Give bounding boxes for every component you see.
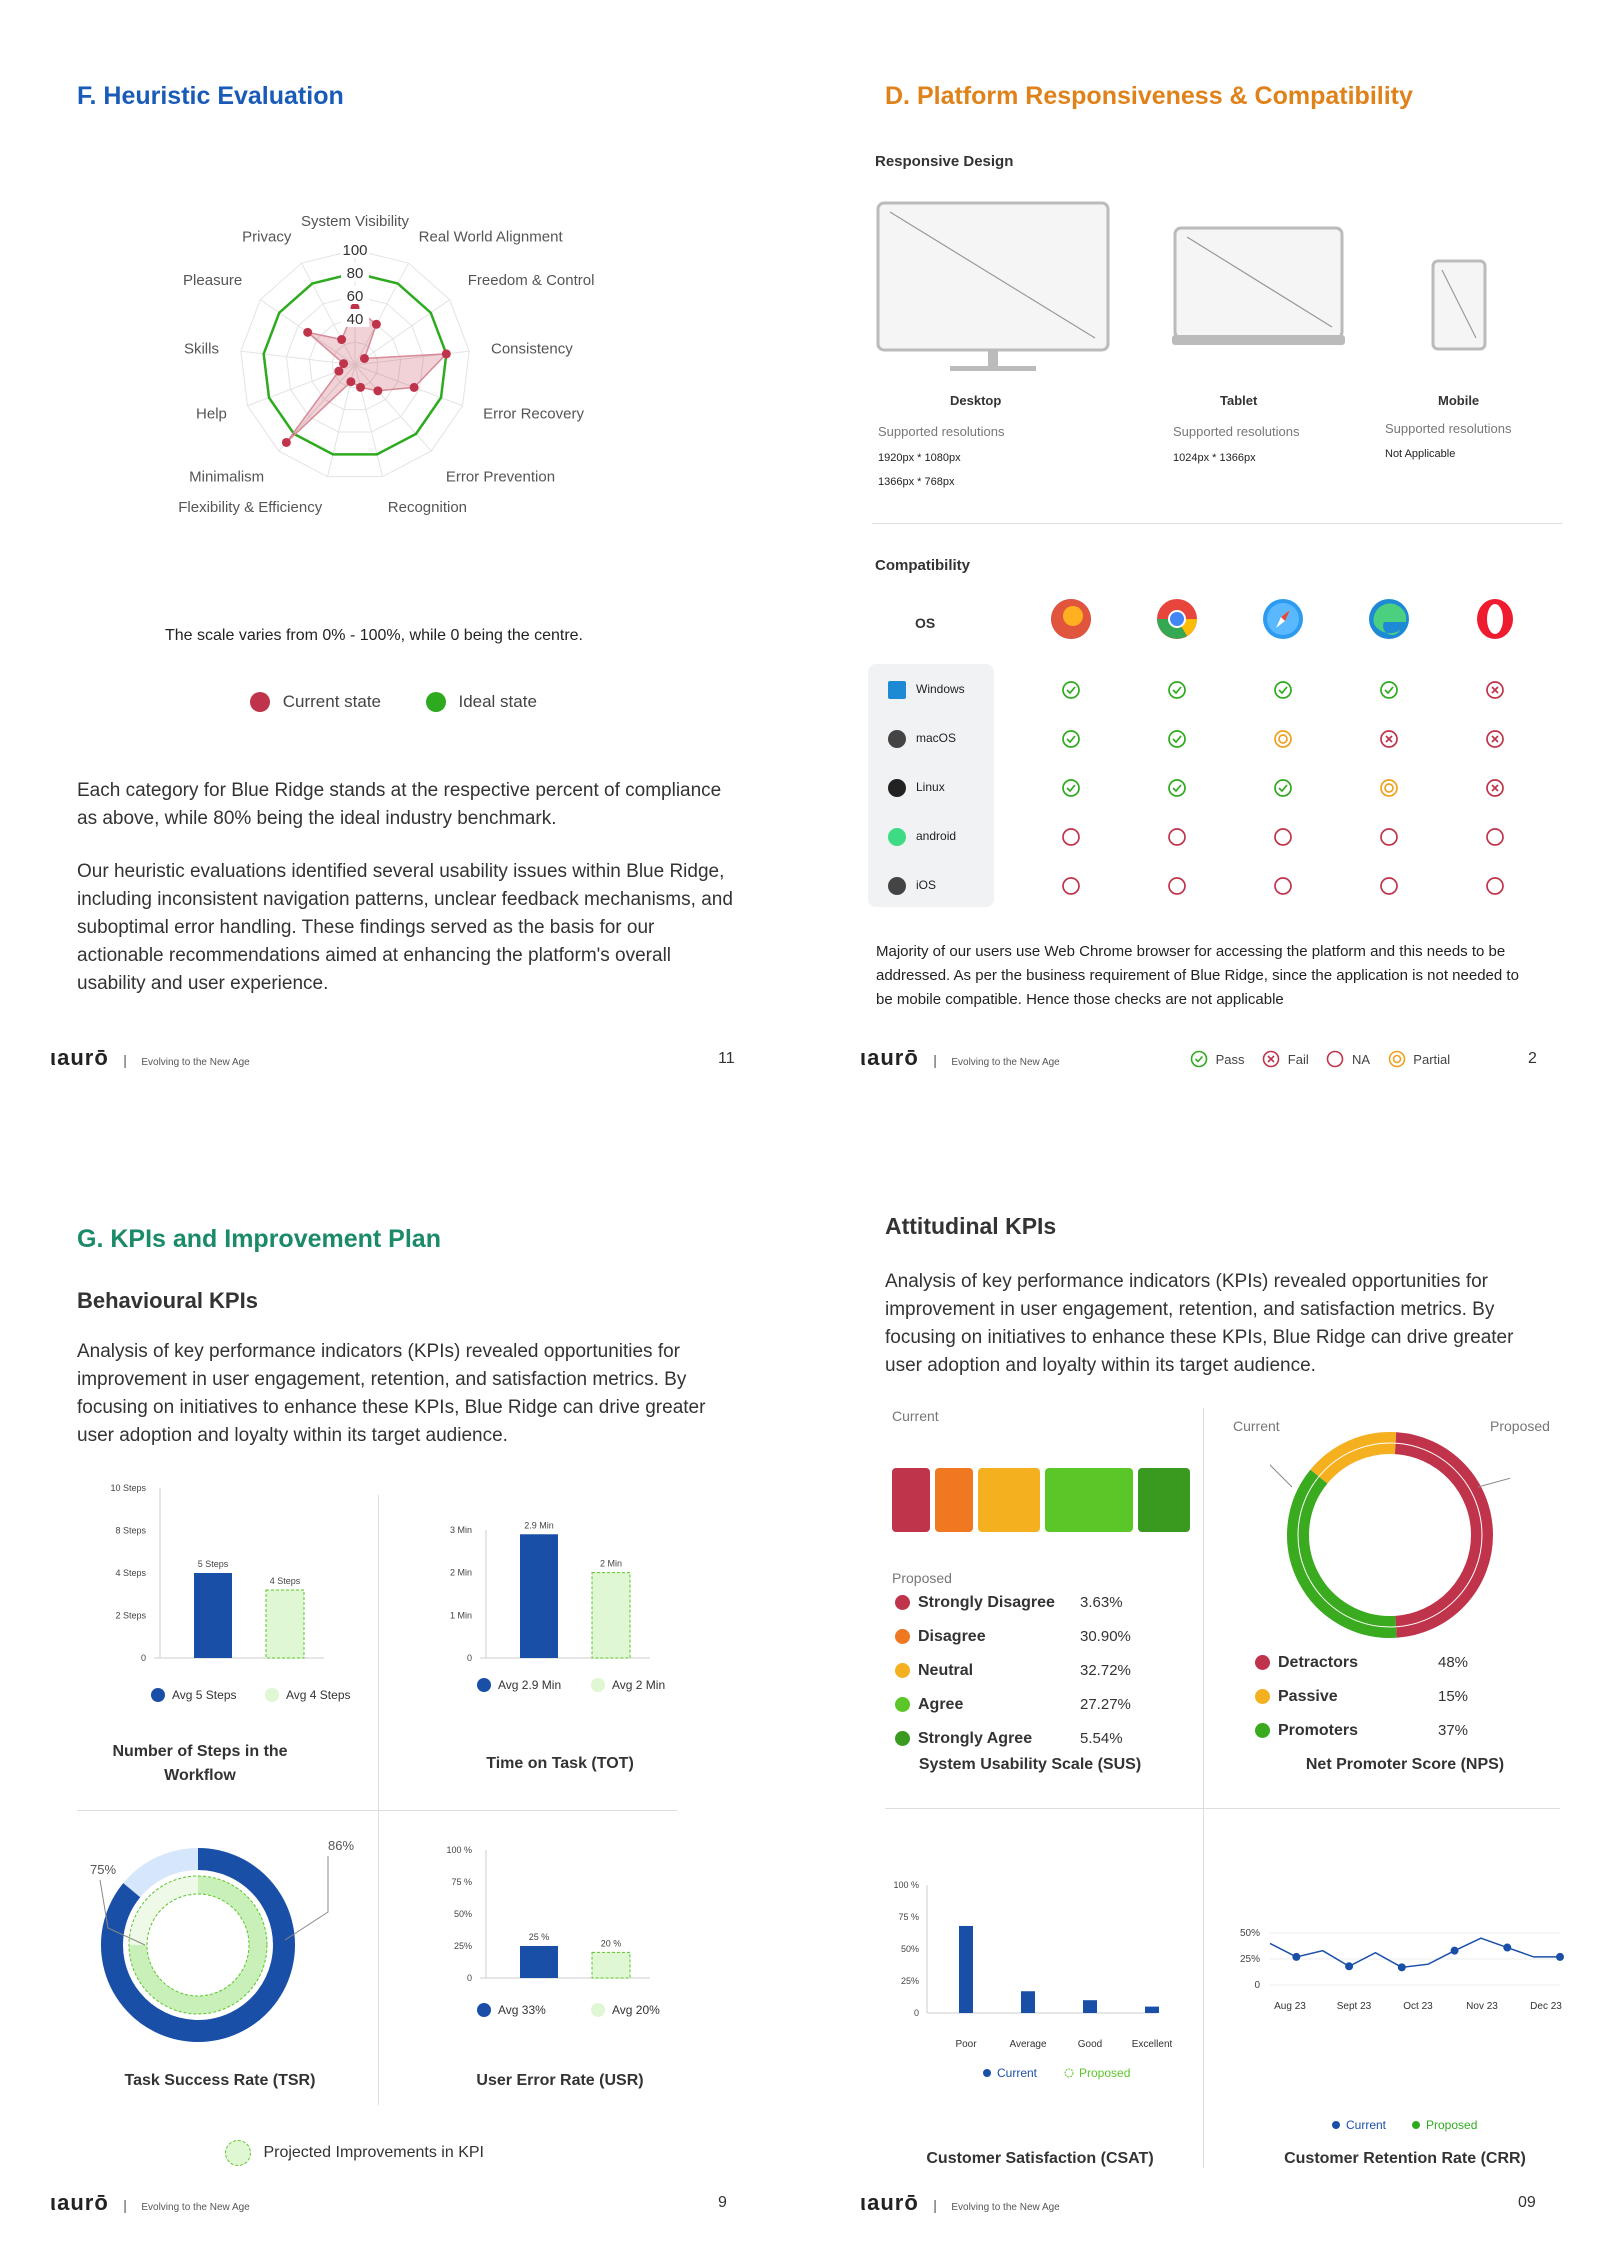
crr-point xyxy=(1451,1947,1459,1955)
nps-legend-marker xyxy=(1255,1689,1270,1704)
projected-marker xyxy=(225,2140,251,2166)
radar-ring-label: 60 xyxy=(346,288,364,305)
brand-logo: ιaurō xyxy=(860,1045,919,1070)
heuristic-legend xyxy=(250,691,537,712)
csat-bar xyxy=(1145,2007,1159,2013)
footer-tagline: Evolving to the New Age xyxy=(141,1057,250,1068)
csat-category-label: Poor xyxy=(955,2039,977,2050)
device-tablet-res-1: 1024px * 1366px xyxy=(1173,452,1256,464)
os-name-linux: Linux xyxy=(916,780,945,794)
radar-ring-label: 80 xyxy=(346,265,364,282)
current-state-point xyxy=(303,328,312,337)
attitudinal-title: Attitudinal KPIs xyxy=(885,1213,1057,1239)
csat-caption: Customer Satisfaction (CSAT) xyxy=(926,2150,1154,2167)
sus-item-value: 30.90% xyxy=(1080,1628,1131,1645)
y-tick-label: 100 % xyxy=(893,1880,919,1890)
y-tick-label: 3 Min xyxy=(449,1525,472,1535)
sus-legend-marker xyxy=(895,1629,910,1644)
y-tick-label: 0 xyxy=(1254,1980,1260,1991)
y-tick-label: 25% xyxy=(1239,1954,1260,1965)
os-name-macos: macOS xyxy=(916,731,957,745)
nps-item-value: 15% xyxy=(1438,1688,1469,1705)
behavioural-heading: Behavioural KPIs xyxy=(77,1288,258,1313)
y-tick-label: 25% xyxy=(453,1941,472,1951)
partial-icon xyxy=(1379,778,1399,798)
y-tick-label: 0 xyxy=(140,1653,146,1663)
sus-item-name: Agree xyxy=(918,1696,964,1713)
projected-legend-label: Projected Improvements in KPI xyxy=(263,2144,484,2161)
legend-fail: Fail xyxy=(1287,1051,1309,1067)
csat-bar xyxy=(959,1926,973,2013)
sus-item-value: 5.54% xyxy=(1080,1730,1123,1747)
brand-logo: ιaurō xyxy=(860,2190,919,2215)
pass-icon xyxy=(1273,778,1293,798)
radar-axis-label: Error Recovery xyxy=(483,405,584,423)
footer-separator: | xyxy=(123,2197,127,2213)
current-state-point xyxy=(442,349,451,358)
sus-item-value: 27.27% xyxy=(1080,1696,1131,1713)
attitudinal-intro: Analysis of key performance indicators (KPIs) revealed opportunities for improvement in user engagement, retention, and satisfaction metrics. By focusing on initiatives to enhance these KPIs, Blue Ridge can drive greater user adoption and loyalty within its target audience. xyxy=(885,1271,1514,1376)
brand-logo: ιaurō xyxy=(50,2190,109,2215)
fail-icon xyxy=(1485,778,1505,798)
legend-projected-label: Avg 4 Steps xyxy=(286,1688,351,1702)
legend-current-label: Avg 5 Steps xyxy=(172,1688,237,1702)
pass-icon xyxy=(1190,1050,1208,1068)
current-state-point xyxy=(346,377,355,386)
na-icon xyxy=(1379,876,1399,896)
y-tick-label: 50% xyxy=(900,1944,919,1954)
csat-category-label: Average xyxy=(1009,2039,1047,2050)
nps-donut-chart xyxy=(1270,1415,1510,1655)
legend-na: NA xyxy=(1351,1051,1371,1067)
sus-item-value: 3.63% xyxy=(1080,1594,1123,1611)
csat-category-label: Good xyxy=(1077,2039,1103,2050)
nps-arc-detractors xyxy=(1396,1443,1482,1627)
kpi-divider-v xyxy=(378,1495,379,2105)
nps-proposed-label: Proposed xyxy=(1490,1418,1550,1434)
footer-tagline: Evolving to the New Age xyxy=(951,1057,1060,1068)
sus-item-value: 32.72% xyxy=(1080,1662,1131,1679)
na-icon xyxy=(1061,876,1081,896)
apple-icon xyxy=(888,730,906,748)
legend-current-label: Current xyxy=(1346,2118,1387,2132)
linux-icon xyxy=(888,779,906,797)
nps-item-value: 48% xyxy=(1438,1654,1469,1671)
legend-proposed-label: Proposed xyxy=(1079,2066,1131,2080)
os-name-ios: iOS xyxy=(916,878,937,892)
sus-caption: System Usability Scale (SUS) xyxy=(918,1756,1142,1773)
page-number: 2 xyxy=(1528,1050,1537,1067)
crr-category-label: Oct 23 xyxy=(1403,2001,1433,2012)
crr-category-label: Dec 23 xyxy=(1530,2001,1562,2012)
y-tick-label: 25% xyxy=(900,1976,919,1986)
opera-icon xyxy=(1472,596,1518,642)
heuristic-para-1: Each category for Blue Ridge stands at the respective percent of compliance as above, while 80% being the ideal industry benchmark. xyxy=(77,780,722,829)
legend-partial: Partial xyxy=(1413,1051,1451,1067)
device-mobile-sub: Supported resolutions xyxy=(1385,421,1512,436)
device-tablet-name: Tablet xyxy=(1220,393,1258,408)
footer-right-top xyxy=(860,1045,1060,1071)
fail-icon xyxy=(1379,729,1399,749)
na-icon xyxy=(1167,876,1187,896)
crr-category-label: Nov 23 xyxy=(1466,2001,1498,2012)
y-tick-label: 100 % xyxy=(446,1845,472,1855)
tsr-donut-chart xyxy=(70,1820,360,2050)
y-tick-label: 75 % xyxy=(451,1877,472,1887)
bar-value-label: 2 Min xyxy=(599,1558,623,1569)
sus-current-label: Current xyxy=(892,1408,939,1424)
sus-legend-marker xyxy=(895,1697,910,1712)
legend-current-marker xyxy=(477,2003,491,2017)
device-desktop-res-2: 1366px * 768px xyxy=(878,476,955,488)
legend-ideal-marker xyxy=(426,692,446,712)
current-state-point xyxy=(334,367,343,376)
crr-point xyxy=(1556,1953,1564,1961)
safari-icon xyxy=(1260,596,1306,642)
firefox-icon xyxy=(1048,596,1094,642)
projected-bar xyxy=(266,1590,304,1658)
current-state-point xyxy=(373,386,382,395)
projected-legend xyxy=(225,2140,484,2166)
pass-icon xyxy=(1273,680,1293,700)
bar-value-label: 20 % xyxy=(600,1938,622,1949)
nps-legend-marker xyxy=(1255,1723,1270,1738)
current-bar xyxy=(520,1534,558,1658)
nps-legend-marker xyxy=(1255,1655,1270,1670)
legend-current-label: Avg 33% xyxy=(498,2003,546,2017)
device-desktop-name: Desktop xyxy=(950,393,1002,408)
current-state-point xyxy=(360,354,369,363)
windows-icon xyxy=(888,681,906,699)
sus-current-bar-4 xyxy=(1045,1468,1133,1532)
projected-bar xyxy=(592,1952,630,1978)
y-tick-label: 4 Steps xyxy=(115,1568,146,1578)
sus-item-name: Strongly Agree xyxy=(918,1730,1033,1747)
legend-ideal-label: Ideal state xyxy=(458,691,537,711)
desktop-illustration xyxy=(875,200,1115,375)
legend-proposed-marker xyxy=(1412,2121,1420,2129)
bar-value-label: 4 Steps xyxy=(269,1576,301,1586)
csat-bar xyxy=(1021,1991,1035,2013)
crr-category-label: Sept 23 xyxy=(1336,2001,1372,2012)
crr-category-label: Aug 23 xyxy=(1274,2001,1306,2012)
radar-axis-label: Recognition xyxy=(387,499,468,517)
android-icon xyxy=(888,828,906,846)
na-icon xyxy=(1379,827,1399,847)
crr-caption: Customer Retention Rate (CRR) xyxy=(1284,2150,1526,2167)
platform-note: Majority of our users use Web Chrome browser for accessing the platform and this needs to be addressed. As per the business requirement of Blue Ridge, since the application is not needed to be mobile compatible. Hence those checks are not applicable xyxy=(876,943,1519,1008)
chrome-icon xyxy=(1154,596,1200,642)
sus-current-bar-5 xyxy=(1138,1468,1190,1532)
fail-icon xyxy=(1262,1050,1280,1068)
partial-icon xyxy=(1273,729,1293,749)
y-tick-label: 50% xyxy=(453,1909,472,1919)
na-icon xyxy=(1485,827,1505,847)
os-name-windows: Windows xyxy=(916,682,965,696)
sus-legend-marker xyxy=(895,1595,910,1610)
current-state-point xyxy=(282,438,291,447)
pass-icon xyxy=(1167,680,1187,700)
nps-current-label: Current xyxy=(1233,1418,1280,1434)
legend-projected-marker xyxy=(591,1678,605,1692)
pass-icon xyxy=(1167,729,1187,749)
partial-icon xyxy=(1388,1050,1406,1068)
crr-point xyxy=(1503,1944,1511,1952)
crr-point xyxy=(1398,1963,1406,1971)
crr-point xyxy=(1292,1953,1300,1961)
pass-icon xyxy=(1379,680,1399,700)
heuristic-para-2: Our heuristic evaluations identified several usability issues within Blue Ridge, including inconsistent navigation patterns, unclear feedback mechanisms, and suboptimal error handling. These findings served as the basis for our actionable recommendations aimed at enhancing the platform's overall usability and user experience. xyxy=(77,861,733,994)
attitudinal-divider-v xyxy=(1203,1408,1204,2168)
tsr-projected-label: 75% xyxy=(90,1862,117,1877)
kpi-divider-h xyxy=(77,1810,677,1811)
nps-item-name: Promoters xyxy=(1278,1722,1359,1739)
na-icon xyxy=(1273,827,1293,847)
radar-axis-label: Pleasure xyxy=(183,272,243,290)
legend-current-marker xyxy=(983,2069,991,2077)
legend-pass: Pass xyxy=(1215,1051,1245,1067)
crr-series-line xyxy=(1270,1938,1560,1967)
os-name-android: android xyxy=(916,829,957,843)
bar-value-label: 2.9 Min xyxy=(524,1520,554,1531)
sus-current-bar-3 xyxy=(978,1468,1040,1532)
footer-separator: | xyxy=(933,1052,937,1068)
current-state-point xyxy=(372,320,381,329)
footer-tagline: Evolving to the New Age xyxy=(141,2202,250,2213)
sus-item-name: Neutral xyxy=(918,1662,974,1679)
y-tick-label: 1 Min xyxy=(449,1610,472,1621)
y-tick-label: 10 Steps xyxy=(110,1483,146,1493)
steps-bar-chart xyxy=(90,1480,360,1740)
nps-caption: Net Promoter Score (NPS) xyxy=(1305,1756,1505,1773)
pass-icon xyxy=(1061,778,1081,798)
fail-icon xyxy=(1485,729,1505,749)
tot-caption: Time on Task (TOT) xyxy=(486,1755,634,1772)
footer-tagline: Evolving to the New Age xyxy=(951,2202,1060,2213)
sus-current-bar-1 xyxy=(892,1468,930,1532)
csat-bar xyxy=(1083,2000,1097,2013)
heuristic-scale-note: The scale varies from 0% - 100%, while 0 being the centre. xyxy=(165,627,583,644)
os-column-label: OS xyxy=(915,615,936,631)
pass-icon xyxy=(1061,729,1081,749)
radar-axis-label: Skills xyxy=(183,340,219,358)
legend-proposed-label: Proposed xyxy=(1426,2118,1478,2132)
edge-icon xyxy=(1366,596,1412,642)
crr-line-chart xyxy=(1220,1915,1565,2145)
nps-item-name: Passive xyxy=(1278,1688,1338,1705)
nps-item-value: 37% xyxy=(1438,1722,1469,1739)
sus-proposed-label: Proposed xyxy=(892,1570,952,1586)
legend-projected-marker xyxy=(591,2003,605,2017)
usr-caption: User Error Rate (USR) xyxy=(476,2072,644,2089)
na-icon xyxy=(1273,876,1293,896)
radar-axis-label: Freedom & Control xyxy=(467,272,595,290)
sus-item-name: Strongly Disagree xyxy=(918,1594,1055,1611)
bar-value-label: 5 Steps xyxy=(197,1559,229,1569)
device-desktop-res-1: 1920px * 1080px xyxy=(878,452,961,464)
legend-projected-marker xyxy=(265,1688,279,1702)
footer-right-bottom xyxy=(860,2190,1060,2216)
nps-leader-line xyxy=(1270,1425,1292,1487)
apple-icon xyxy=(888,877,906,895)
platform-title: D. Platform Responsiveness & Compatibility xyxy=(885,82,1413,110)
current-bar xyxy=(520,1946,558,1978)
responsive-heading: Responsive Design xyxy=(875,153,1014,170)
footer-left-bottom xyxy=(50,2190,250,2216)
footer-separator: | xyxy=(933,2197,937,2213)
legend-current-label: Current xyxy=(997,2066,1038,2080)
tsr-caption: Task Success Rate (TSR) xyxy=(124,2072,316,2089)
radar-axis-label: Real World Alignment xyxy=(418,228,563,246)
y-tick-label: 2 Min xyxy=(449,1567,472,1578)
y-tick-label: 8 Steps xyxy=(115,1525,146,1536)
legend-current-marker xyxy=(151,1688,165,1702)
radar-axis-label: Minimalism xyxy=(189,468,265,486)
mobile-illustration xyxy=(1430,258,1490,353)
bar-value-label: 25 % xyxy=(528,1932,550,1942)
sus-current-bar-2 xyxy=(935,1468,973,1532)
legend-current-marker xyxy=(250,692,270,712)
legend-proposed-marker xyxy=(1065,2069,1073,2077)
current-state-point xyxy=(339,359,348,368)
na-icon xyxy=(1061,827,1081,847)
y-tick-label: 2 Steps xyxy=(115,1610,146,1621)
tsr-current-label: 86% xyxy=(328,1838,355,1853)
na-icon xyxy=(1167,827,1187,847)
brand-logo: ιaurō xyxy=(50,1045,109,1070)
na-icon xyxy=(1326,1050,1344,1068)
radar-ring-label: 100 xyxy=(342,242,368,259)
current-bar xyxy=(194,1573,232,1658)
nps-leader-line xyxy=(1478,1425,1510,1487)
y-tick-label: 0 xyxy=(913,2008,919,2018)
sus-legend-marker xyxy=(895,1663,910,1678)
behavioural-intro: Analysis of key performance indicators (KPIs) revealed opportunities for improvement in user engagement, retention, and satisfaction metrics. By focusing on initiatives to enhance these KPIs, Blue Ridge can drive greater user adoption and loyalty within its target audience. xyxy=(77,1341,706,1446)
tot-bar-chart xyxy=(440,1510,700,1730)
heuristic-radar-chart xyxy=(100,140,720,580)
y-tick-label: 50% xyxy=(1239,1928,1260,1939)
platform-divider xyxy=(872,523,1562,524)
current-state-point xyxy=(356,383,365,392)
sus-item-name: Disagree xyxy=(918,1628,986,1645)
nps-item-name: Detractors xyxy=(1278,1654,1359,1671)
radar-axis-label: Error Prevention xyxy=(445,468,556,486)
pass-icon xyxy=(1167,778,1187,798)
tablet-illustration xyxy=(1172,225,1347,355)
radar-axis-label: Privacy xyxy=(242,228,292,246)
radar-axis-label: System Visibility xyxy=(300,213,410,230)
radar-ring-label: 40 xyxy=(346,311,364,328)
radar-axis-label: Flexibility & Efficiency xyxy=(178,499,323,517)
steps-caption: Number of Steps in the Workflow xyxy=(112,1743,288,1784)
compat-heading: Compatibility xyxy=(875,557,971,574)
page-number: 9 xyxy=(718,2194,727,2211)
device-mobile-name: Mobile xyxy=(1438,393,1480,408)
sus-legend-marker xyxy=(895,1731,910,1746)
legend-current-marker xyxy=(477,1678,491,1692)
y-tick-label: 0 xyxy=(466,1653,472,1663)
legend-current-marker xyxy=(1332,2121,1340,2129)
footer-separator: | xyxy=(123,1052,127,1068)
footer-left-top xyxy=(50,1045,250,1071)
y-tick-label: 75 % xyxy=(898,1912,919,1922)
page-number: 11 xyxy=(718,1050,735,1067)
fail-icon xyxy=(1485,680,1505,700)
radar-axis-label: Help xyxy=(196,405,227,423)
crr-point xyxy=(1345,1962,1353,1970)
na-icon xyxy=(1485,876,1505,896)
y-tick-label: 0 xyxy=(466,1973,472,1983)
page-number: 09 xyxy=(1518,2194,1536,2211)
nps-arc-promoters xyxy=(1298,1477,1396,1627)
projected-bar xyxy=(592,1573,630,1658)
pass-icon xyxy=(1061,680,1081,700)
current-state-point xyxy=(337,335,346,344)
csat-category-label: Excellent xyxy=(1131,2039,1173,2050)
legend-projected-label: Avg 2 Min xyxy=(612,1678,666,1692)
device-tablet-sub: Supported resolutions xyxy=(1173,424,1300,439)
legend-current-label: Current state xyxy=(282,691,381,711)
legend-current-label: Avg 2.9 Min xyxy=(498,1678,562,1692)
kpi-title: G. KPIs and Improvement Plan xyxy=(77,1225,441,1253)
current-state-polygon xyxy=(286,308,446,443)
csat-bar-chart xyxy=(885,1865,1195,2095)
current-state-point xyxy=(410,383,419,392)
legend-projected-label: Avg 20% xyxy=(612,2003,660,2017)
radar-axis-label: Consistency xyxy=(491,340,573,358)
attitudinal-divider-h xyxy=(885,1808,1560,1809)
tsr-projected-outline xyxy=(147,1894,249,1996)
nps-arc-passive xyxy=(1319,1443,1396,1477)
heuristic-title: F. Heuristic Evaluation xyxy=(77,82,344,110)
usr-bar-chart xyxy=(440,1830,700,2050)
device-desktop-sub: Supported resolutions xyxy=(878,424,1005,439)
device-mobile-res-1: Not Applicable xyxy=(1385,448,1456,460)
status-legend xyxy=(1190,1050,1450,1068)
